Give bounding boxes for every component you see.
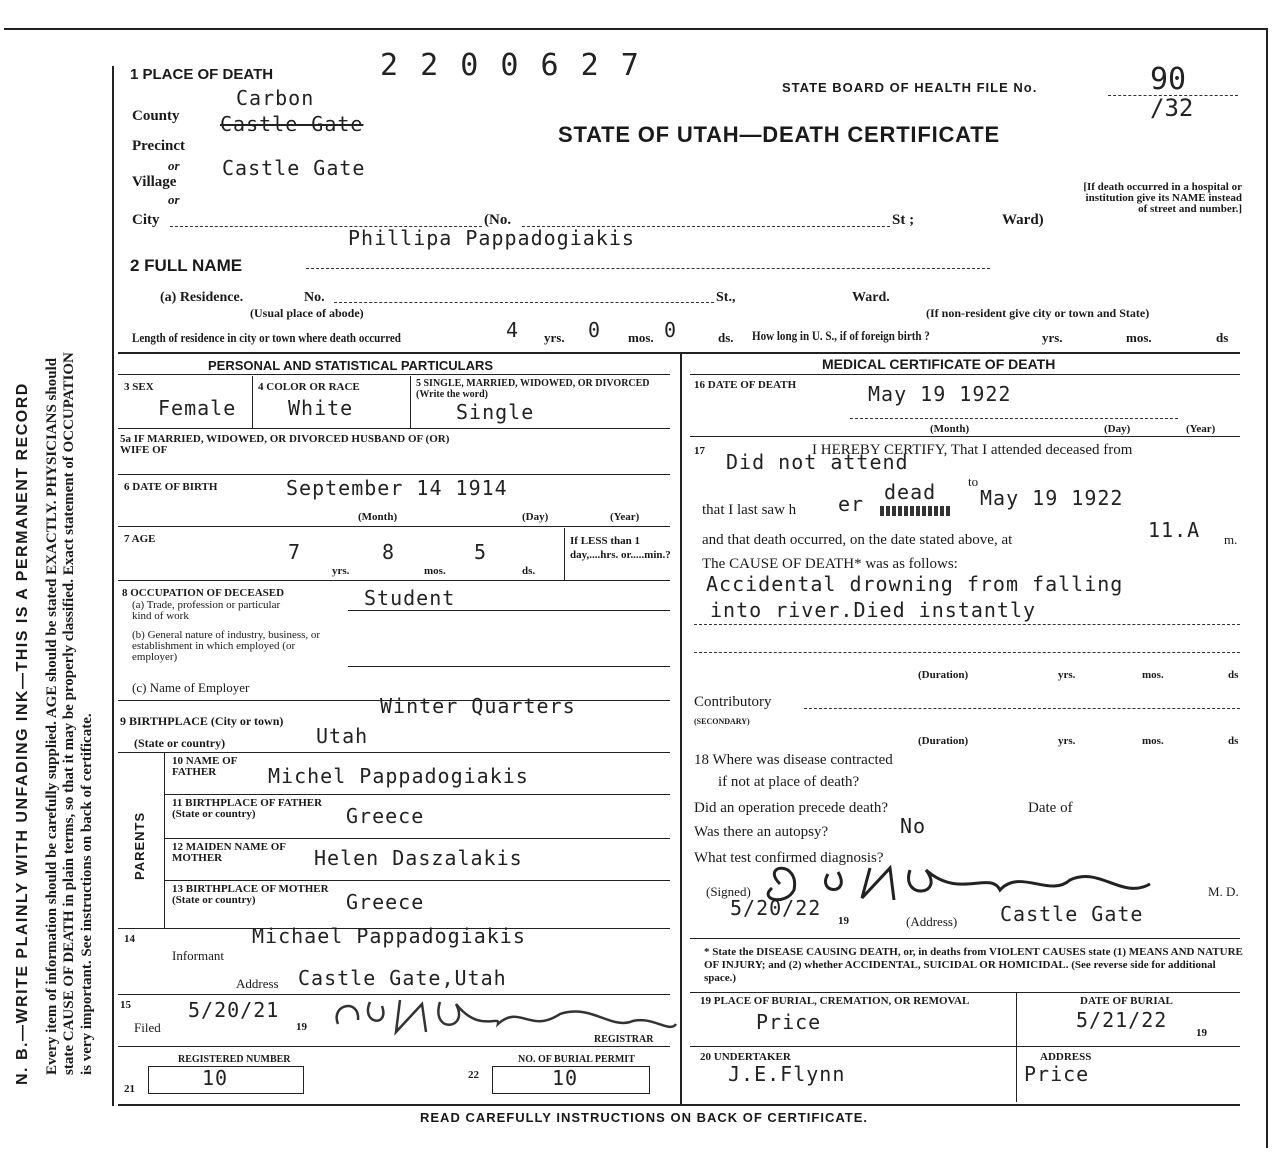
age-yrs-label: yrs. (332, 565, 350, 577)
rule-5 (118, 474, 670, 475)
bottom-rule (118, 1104, 1240, 1106)
birthplace-city-value: Winter Quarters (380, 694, 576, 718)
age-years-value: 7 (288, 540, 302, 564)
rule-7 (564, 528, 565, 580)
full-name-line (306, 268, 990, 269)
rule-1 (118, 374, 670, 375)
side-instructions-2: state CAUSE OF DEATH in plain terms, so that it may be properly classified. Exact statement of OCCUPATION (61, 352, 77, 1075)
informant-value: Michael Pappadogiakis (252, 924, 526, 948)
father-value: Michel Pappadogiakis (268, 764, 529, 788)
cause-line-b (694, 652, 1240, 653)
village-value: Castle Gate (222, 156, 366, 180)
duration-ds-1: ds (1228, 669, 1239, 681)
registered-number-value: 10 (202, 1066, 229, 1090)
informant-address-label: Address (236, 976, 279, 991)
rule-2 (252, 376, 253, 428)
dob-label: 6 DATE OF BIRTH (124, 481, 218, 493)
stamp-number: 2 2 0 0 6 2 7 (380, 48, 641, 83)
disease-contracted-label: 18 Where was disease contracted (694, 752, 893, 768)
side-ink-notice: N. B.—WRITE PLAINLY WITH UNFADING INK—THIS IS A PERMANENT RECORD (14, 382, 31, 1085)
color-label: 4 COLOR OR RACE (258, 381, 360, 393)
signature-19: 19 (838, 915, 849, 927)
occupation-value: Student (364, 586, 456, 610)
side-instructions-3: is very important. See instructions on back of certificate. (79, 713, 95, 1075)
dob-day-caption: (Day) (522, 511, 549, 523)
md-label: M. D. (1208, 884, 1239, 899)
duration-yrs-1: yrs. (1058, 669, 1076, 681)
informant-number: 14 (124, 933, 135, 945)
father-birthplace-value: Greece (346, 804, 425, 828)
or-label-2: or (168, 192, 180, 207)
secondary-label: (SECONDARY) (694, 717, 750, 726)
full-name-label: 2 FULL NAME (130, 256, 243, 275)
mother-value: Helen Daszalakis (314, 846, 523, 870)
foreign-yrs-label: yrs. (1042, 330, 1063, 345)
burial-19: 19 (1196, 1027, 1207, 1039)
duration-ds-2: ds (1228, 735, 1239, 747)
last-saw-dead: dead (884, 480, 937, 504)
hospital-note: [If death occurred in a hospital or institution give its NAME instead of street and number.] (1083, 181, 1242, 215)
residence-days-value: 0 (664, 318, 678, 342)
contributory-label: Contributory (694, 694, 772, 710)
right-border (1266, 28, 1268, 1148)
or-label-1: or (168, 158, 180, 173)
personal-header: PERSONAL AND STATISTICAL PARTICULARS (208, 358, 494, 373)
burial-place-value: Price (756, 1010, 822, 1034)
filed-number: 15 (120, 999, 131, 1011)
undertaker-value: J.E.Flynn (728, 1062, 846, 1086)
birthplace-state-label: (State or country) (134, 736, 226, 750)
residence-ward-label: Ward. (852, 290, 890, 305)
informant-label: Informant (172, 948, 224, 963)
duration-mos-1: mos. (1142, 669, 1164, 681)
cause-line-1: Accidental drowning from falling (706, 572, 1124, 596)
county-struck-value: Castle Gate (220, 112, 364, 136)
rule-24 (1016, 992, 1017, 1046)
dod-line (850, 418, 1178, 419)
dod-year-caption: (Year) (1186, 423, 1216, 435)
filed-label: Filed (134, 1020, 161, 1035)
struck-out-text (880, 506, 950, 516)
residence-st-label: St., (716, 290, 736, 305)
sex-value: Female (158, 396, 237, 420)
rule-13 (164, 752, 165, 928)
occupation-b-label: (b) General nature of industry, business, or establishment in which employed (or employer) (132, 629, 321, 663)
parents-label: PARENTS (132, 811, 147, 880)
file-number-sub: /32 (1150, 94, 1194, 122)
last-saw-date-value: May 19 1922 (980, 486, 1124, 510)
occupation-label: 8 OCCUPATION OF DECEASED (122, 587, 285, 599)
burial-permit-value: 10 (552, 1066, 579, 1090)
file-number: 90 (1150, 62, 1187, 97)
signed-label: (Signed) (706, 884, 751, 899)
rule-19 (118, 1046, 670, 1047)
age-label: 7 AGE (124, 533, 156, 545)
undertaker-address-value: Price (1024, 1062, 1090, 1086)
spouse-label: 5a IF MARRIED, WIDOWED, OR DIVORCED HUSBAND OF (OR) WIFE OF (120, 433, 450, 456)
rule-9 (348, 610, 670, 611)
rule-16 (164, 880, 670, 881)
to-label: to (968, 474, 979, 489)
non-resident-note: (If non-resident give city or town and State) (926, 306, 1150, 320)
sex-label: 3 SEX (124, 381, 154, 393)
last-saw-label: that I last saw h (702, 502, 797, 518)
mother-label: 12 MAIDEN NAME OF MOTHER (172, 841, 286, 864)
residence-label: (a) Residence. (160, 290, 244, 305)
residence-years-value: 4 (506, 318, 520, 342)
mother-birthplace-label: 13 BIRTHPLACE OF MOTHER (State or country) (172, 883, 329, 906)
not-at-place-label: if not at place of death? (718, 774, 860, 790)
cause-label: The CAUSE OF DEATH* was as follows: (702, 556, 958, 572)
certificate-title: STATE OF UTAH—DEATH CERTIFICATE (558, 122, 1000, 147)
duration-label-2: (Duration) (918, 735, 969, 747)
registered-number-label: REGISTERED NUMBER (178, 1054, 291, 1065)
rule-23 (690, 992, 1240, 993)
precinct-label: Precinct (132, 138, 186, 154)
place-of-death-label: 1 PLACE OF DEATH (130, 66, 274, 83)
burial-date-label: DATE OF BURIAL (1080, 995, 1173, 1007)
time-of-death-value: 11.A (1148, 518, 1201, 542)
physician-address-label: (Address) (906, 914, 958, 929)
rule-12 (118, 752, 670, 753)
autopsy-label: Was there an autopsy? (694, 824, 829, 840)
rule-6 (118, 526, 670, 527)
undertaker-label: 20 UNDERTAKER (700, 1051, 791, 1063)
burial-permit-label: NO. OF BURIAL PERMIT (518, 1054, 635, 1065)
st-label: St ; (892, 212, 915, 228)
dob-month-caption: (Month) (358, 511, 398, 523)
autopsy-value: No (900, 814, 927, 838)
rule-4 (118, 428, 670, 429)
cause-line-2: into river.Died instantly (710, 598, 1037, 622)
residence-months-value: 0 (588, 318, 602, 342)
length-residence-label: Length of residence in city or town where death occurred (132, 330, 401, 345)
rule-25 (690, 1046, 1240, 1047)
cause-line-a (694, 624, 1240, 625)
ward-label: Ward) (1002, 212, 1044, 228)
marital-label: 5 SINGLE, MARRIED, WIDOWED, OR DIVORCED (Write the word) (416, 378, 650, 400)
registrar-label: REGISTRAR (594, 1034, 654, 1045)
test-label: What test confirmed diagnosis? (694, 850, 884, 866)
time-m-label: m. (1224, 532, 1238, 547)
certify-text: I HEREBY CERTIFY, That I attended deceased from (812, 442, 1133, 458)
rule-8 (118, 580, 670, 581)
city-label: City (132, 212, 160, 228)
duration-label-1: (Duration) (918, 669, 969, 681)
age-mos-label: mos. (424, 565, 446, 577)
operation-label: Did an operation precede death? (694, 800, 889, 816)
dob-year-caption: (Year) (610, 511, 640, 523)
age-days-value: 5 (474, 540, 488, 564)
death-occurred-label: and that death occurred, on the date stated above, at (702, 532, 1013, 548)
item-17-label: 17 (694, 445, 705, 457)
residence-yrs-label: yrs. (544, 330, 565, 345)
birthplace-label: 9 BIRTHPLACE (City or town) (120, 714, 284, 728)
last-saw-er: er (838, 492, 865, 516)
less-than-day-label: If LESS than 1 day,....hrs. or.....min.? (570, 535, 671, 561)
dod-month-caption: (Month) (930, 423, 970, 435)
rule-15 (164, 838, 670, 839)
date-of-death-label: 16 DATE OF DEATH (694, 379, 797, 391)
rule-10 (348, 666, 670, 667)
left-rule (112, 66, 114, 1106)
informant-address-value: Castle Gate,Utah (298, 966, 507, 990)
foreign-mos-label: mos. (1126, 330, 1152, 345)
age-ds-label: ds. (522, 565, 536, 577)
color-value: White (288, 396, 354, 420)
rule-21 (690, 436, 1240, 437)
duration-yrs-2: yrs. (1058, 735, 1076, 747)
abode-note: (Usual place of abode) (250, 306, 364, 320)
birthplace-state-value: Utah (316, 724, 369, 748)
mother-birthplace-value: Greece (346, 890, 425, 914)
duration-mos-2: mos. (1142, 735, 1164, 747)
undertaker-address-label: ADDRESS (1040, 1051, 1092, 1063)
date-of-label: Date of (1028, 800, 1073, 816)
county-value: Carbon (236, 86, 315, 110)
top-border (4, 28, 1268, 30)
burial-permit-22: 22 (468, 1069, 479, 1081)
date-of-death-value: May 19 1922 (868, 382, 1012, 406)
employer-label: (c) Name of Employer (132, 680, 250, 695)
rule-3 (410, 376, 411, 428)
rule-20 (690, 374, 1240, 375)
residence-mos-label: mos. (628, 330, 654, 345)
filed-19: 19 (296, 1021, 307, 1033)
village-label: Village (132, 174, 177, 190)
rule-22 (690, 938, 1240, 939)
contrib-line (804, 708, 1240, 709)
disease-note: * State the DISEASE CAUSING DEATH, or, in deaths from VIOLENT CAUSES state (1) MEANS AND NATURE OF INJURY; and (2) whether ACCIDENTAL, SUICIDAL OR HOMICIDAL. (See reverse side for additional space.) (704, 946, 1243, 984)
signature-date-value: 5/20/22 (730, 896, 822, 920)
foreign-ds-label: ds (1216, 330, 1229, 345)
marital-value: Single (456, 400, 535, 424)
foreign-birth-label: How long in U. S., if of foreign birth ? (752, 328, 930, 343)
burial-place-label: 19 PLACE OF BURIAL, CREMATION, OR REMOVAL (700, 995, 970, 1007)
age-months-value: 8 (382, 540, 396, 564)
physician-address-value: Castle Gate (1000, 902, 1144, 926)
dod-day-caption: (Day) (1104, 423, 1131, 435)
rule-14 (164, 794, 670, 795)
no-label: (No. (484, 212, 512, 228)
column-divider (680, 352, 682, 1106)
dob-value: September 14 1914 (286, 476, 508, 500)
father-label: 10 NAME OF FATHER (172, 755, 237, 778)
section-divider (118, 352, 1240, 354)
attendance-value: Did not attend (726, 450, 909, 474)
residence-no-label: No. (304, 290, 325, 305)
medical-header: MEDICAL CERTIFICATE OF DEATH (822, 356, 1056, 372)
burial-date-value: 5/21/22 (1076, 1008, 1168, 1032)
file-number-label: STATE BOARD OF HEALTH FILE No. (782, 80, 1038, 95)
rule-26 (1016, 1046, 1017, 1102)
registered-21: 21 (124, 1083, 135, 1095)
side-instructions-1: Every item of information should be carefully supplied. AGE should be stated EXACTLY. PHYSICIANS should (44, 357, 60, 1075)
residence-ds-label: ds. (718, 330, 734, 345)
full-name-value: Phillipa Pappadogiakis (348, 226, 635, 250)
filed-date-value: 5/20/21 (188, 998, 280, 1022)
footer-instructions: READ CAREFULLY INSTRUCTIONS ON BACK OF CERTIFICATE. (420, 1110, 868, 1125)
residence-line (334, 302, 714, 303)
occupation-a-label: (a) Trade, profession or particular kind of work (132, 599, 281, 622)
county-label: County (132, 108, 180, 124)
father-birthplace-label: 11 BIRTHPLACE OF FATHER (State or country) (172, 797, 323, 820)
